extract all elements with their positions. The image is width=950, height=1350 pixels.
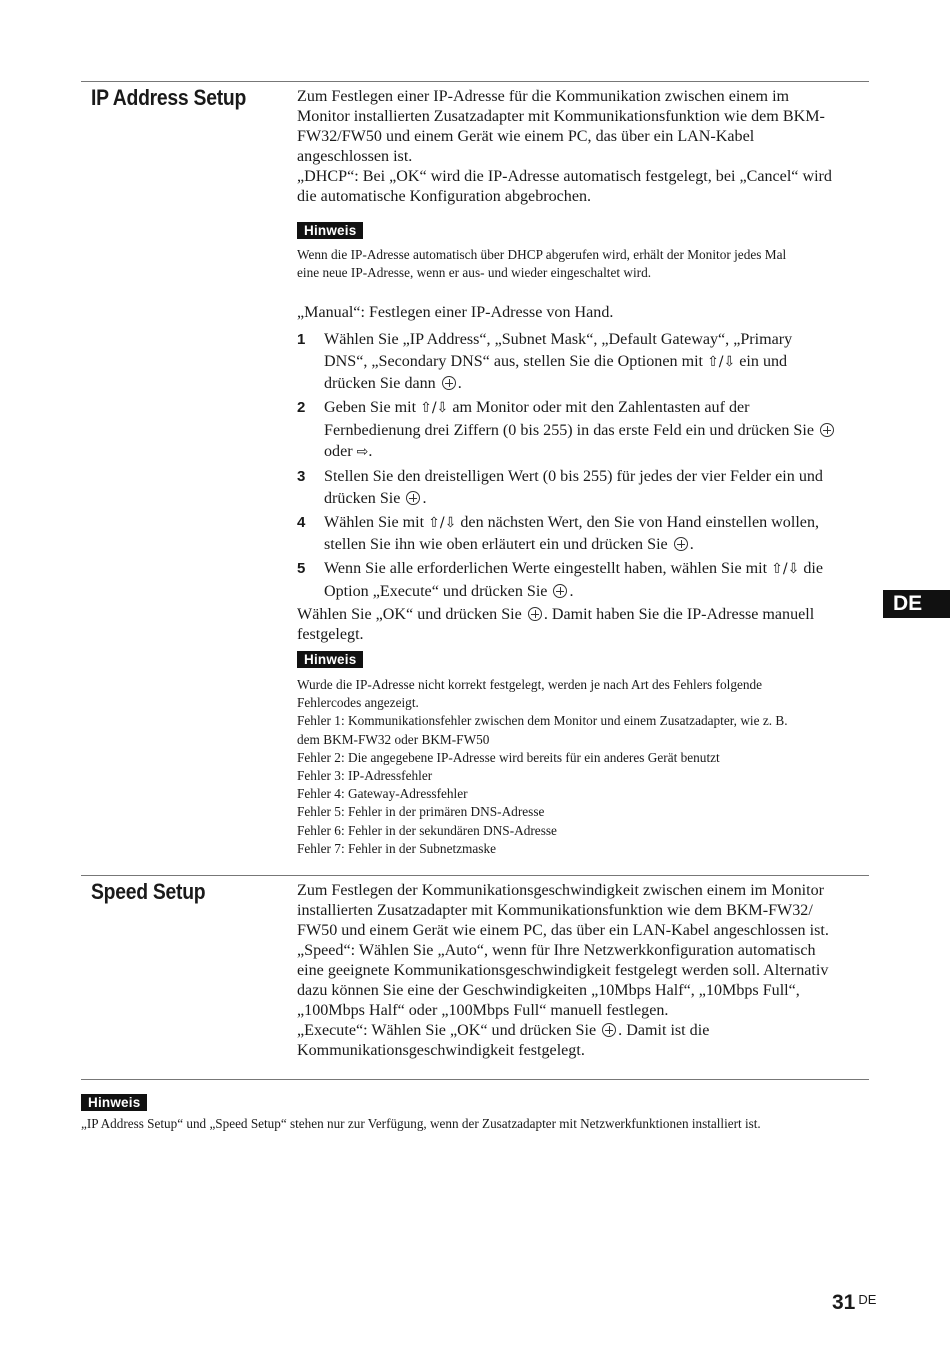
execute-line: Kommunikationsgeschwindigkeit festgelegt. bbox=[297, 1042, 585, 1059]
step-2 bbox=[297, 397, 869, 464]
error-codes-list bbox=[297, 676, 869, 858]
manual-steps bbox=[297, 329, 869, 602]
enter-button-icon bbox=[442, 376, 456, 390]
enter-button-icon bbox=[528, 607, 542, 621]
step-text: Option „Execute“ und drücken Sie bbox=[324, 582, 548, 600]
page-number-suffix: DE bbox=[858, 1292, 877, 1307]
ip-intro-line: Zum Festlegen einer IP-Adresse für die Kommunikation zwischen einem im bbox=[297, 88, 790, 105]
footer-note-text: „IP Address Setup“ und „Speed Setup“ stehen nur zur Verfügung, wenn der Zusatzadapter mit Netzwerkfunktionen installiert ist. bbox=[81, 1116, 761, 1131]
speed-paragraph bbox=[297, 881, 869, 1061]
step-text: Wenn Sie alle erforderlichen Werte eingestellt haben, wählen Sie mit bbox=[324, 560, 768, 577]
conclusion-text: festgelegt. bbox=[297, 625, 364, 643]
speed-line: eine geeignete Kommunikationsgeschwindigkeit festgelegt werden soll. Alternativ bbox=[297, 962, 829, 979]
step-text: drücken Sie bbox=[324, 489, 401, 507]
note-line: Fehler 4: Gateway-Adressfehler bbox=[297, 786, 468, 802]
up-down-arrow-icon: ⇧/⇩ bbox=[771, 561, 800, 577]
step-text: . bbox=[689, 536, 694, 553]
speed-line: dazu können Sie eine der Geschwindigkeiten „10Mbps Half“, „10Mbps Full“, bbox=[297, 982, 800, 999]
ip-intro-line: FW32/FW50 und einem Gerät wie einem PC, das über ein LAN-Kabel bbox=[297, 128, 755, 145]
step-text: . bbox=[569, 582, 574, 600]
manual-section bbox=[297, 303, 869, 645]
step-number: 2 bbox=[297, 399, 306, 416]
note-line: eine neue IP-Adresse, wenn er aus- und wieder eingeschaltet wird. bbox=[297, 265, 652, 281]
speed-divider bbox=[81, 875, 869, 876]
hinweis-badge: Hinweis bbox=[81, 1094, 147, 1111]
step-text: am Monitor oder mit den Zahlentasten auf der bbox=[452, 399, 750, 416]
step-text: oder bbox=[324, 443, 353, 460]
manual-intro: „Manual“: Festlegen einer IP-Adresse von Hand. bbox=[297, 304, 614, 321]
step-3 bbox=[297, 466, 869, 509]
hinweis-badge: Hinweis bbox=[297, 651, 363, 668]
note-line: Wenn die IP-Adresse automatisch über DHCP abgerufen wird, erhält der Monitor jedes Mal bbox=[297, 247, 787, 262]
conclusion-text: Wählen Sie „OK“ und drücken Sie bbox=[297, 605, 522, 623]
manual-conclusion bbox=[297, 605, 869, 645]
note-line: Fehlercodes angezeigt. bbox=[297, 695, 419, 711]
page-number-value: 31 bbox=[832, 1291, 856, 1314]
step-text: . bbox=[457, 375, 462, 392]
step-text: Fernbedienung drei Ziffern (0 bis 255) in das erste Feld ein und drücken Sie bbox=[324, 421, 814, 439]
enter-button-icon bbox=[602, 1023, 616, 1037]
step-text: . bbox=[422, 489, 427, 507]
ip-address-setup-title: IP Address Setup bbox=[91, 85, 247, 110]
note-line: Fehler 5: Fehler in der primären DNS-Adresse bbox=[297, 804, 545, 820]
top-divider bbox=[81, 81, 869, 82]
enter-button-icon bbox=[553, 584, 567, 598]
enter-button-icon bbox=[820, 423, 834, 437]
ip-intro-line: angeschlossen ist. bbox=[297, 148, 413, 165]
speed-line: installierten Zusatzadapter mit Kommunikationsfunktion wie dem BKM-FW32/ bbox=[297, 902, 813, 919]
bottom-divider bbox=[81, 1079, 869, 1080]
step-text: Wählen Sie mit bbox=[324, 513, 425, 531]
ip-intro-paragraph bbox=[297, 87, 869, 207]
note-line: Fehler 7: Fehler in der Subnetzmaske bbox=[297, 840, 497, 856]
dhcp-line: „DHCP“: Bei „OK“ wird die IP-Adresse automatisch festgelegt, bei „Cancel“ wird bbox=[297, 168, 832, 185]
step-text: Stellen Sie den dreistelligen Wert (0 bis 255) für jedes der vier Felder ein und bbox=[324, 468, 823, 485]
step-text: die bbox=[803, 560, 824, 577]
step-text: den nächsten Wert, den Sie von Hand einstellen wollen, bbox=[460, 513, 820, 531]
note-dhcp bbox=[297, 222, 869, 282]
ip-address-setup-body bbox=[297, 87, 869, 207]
dhcp-line: die automatische Konfiguration abgebrochen. bbox=[297, 188, 592, 205]
speed-line: Zum Festlegen der Kommunikationsgeschwindigkeit zwischen einem im Monitor bbox=[297, 882, 824, 899]
enter-button-icon bbox=[674, 537, 688, 551]
step-text: Geben Sie mit bbox=[324, 399, 417, 416]
speed-setup-title: Speed Setup bbox=[91, 879, 206, 904]
execute-line: „Execute“: Wählen Sie „OK“ und drücken Sie bbox=[297, 1022, 597, 1039]
up-down-arrow-icon: ⇧/⇩ bbox=[428, 514, 457, 531]
note-line: Fehler 2: Die angegebene IP-Adresse wird bereits für ein anderes Gerät benutzt bbox=[297, 749, 720, 765]
page-number bbox=[832, 1291, 876, 1315]
speed-line: „100Mbps Half“ oder „100Mbps Full“ manuell festlegen. bbox=[297, 1002, 669, 1019]
step-text: Wählen Sie „IP Address“, „Subnet Mask“, „Default Gateway“, „Primary bbox=[324, 331, 793, 348]
language-tab: DE bbox=[883, 590, 950, 618]
footer-note bbox=[81, 1094, 881, 1133]
step-4 bbox=[297, 512, 869, 556]
speed-line: FW50 und einem Gerät wie einem PC, das über ein LAN-Kabel angeschlossen ist. bbox=[297, 922, 829, 939]
conclusion-text: . Damit haben Sie die IP-Adresse manuell bbox=[543, 605, 815, 623]
step-text: DNS“, „Secondary DNS“ aus, stellen Sie die Optionen mit bbox=[324, 352, 704, 370]
note-line: Fehler 6: Fehler in der sekundären DNS-Adresse bbox=[297, 822, 557, 838]
note-line: Fehler 1: Kommunikationsfehler zwischen dem Monitor und einem Zusatzadapter, wie z. B. bbox=[297, 713, 788, 729]
step-text: ein und bbox=[739, 352, 788, 370]
step-number: 1 bbox=[297, 331, 306, 348]
note-line: Fehler 3: IP-Adressfehler bbox=[297, 768, 433, 784]
ip-intro-line: Monitor installierten Zusatzadapter mit Kommunikationsfunktion wie dem BKM- bbox=[297, 108, 825, 125]
speed-setup-body bbox=[297, 881, 869, 1061]
note-dhcp-text bbox=[297, 246, 869, 282]
step-5 bbox=[297, 558, 869, 602]
right-arrow-icon: ⇨ bbox=[356, 444, 369, 460]
step-number: 4 bbox=[297, 513, 306, 531]
up-down-arrow-icon: ⇧/⇩ bbox=[707, 353, 736, 370]
step-number: 3 bbox=[297, 468, 306, 485]
speed-line: „Speed“: Wählen Sie „Auto“, wenn für Ihre Netzwerkkonfiguration automatisch bbox=[297, 942, 816, 959]
step-text: stellen Sie ihn wie oben erläutert ein und drücken Sie bbox=[324, 536, 668, 553]
step-text: . bbox=[368, 443, 373, 460]
step-text: drücken Sie dann bbox=[324, 375, 436, 392]
up-down-arrow-icon: ⇧/⇩ bbox=[420, 400, 449, 416]
note-line: Wurde die IP-Adresse nicht korrekt festgelegt, werden je nach Art des Fehlers folgende bbox=[297, 677, 763, 692]
hinweis-badge: Hinweis bbox=[297, 222, 363, 239]
note-line: dem BKM-FW32 oder BKM-FW50 bbox=[297, 731, 490, 747]
enter-button-icon bbox=[406, 491, 420, 505]
step-1 bbox=[297, 329, 869, 395]
step-number: 5 bbox=[297, 560, 306, 577]
execute-line: . Damit ist die bbox=[618, 1022, 710, 1039]
note-error-codes bbox=[297, 651, 869, 858]
